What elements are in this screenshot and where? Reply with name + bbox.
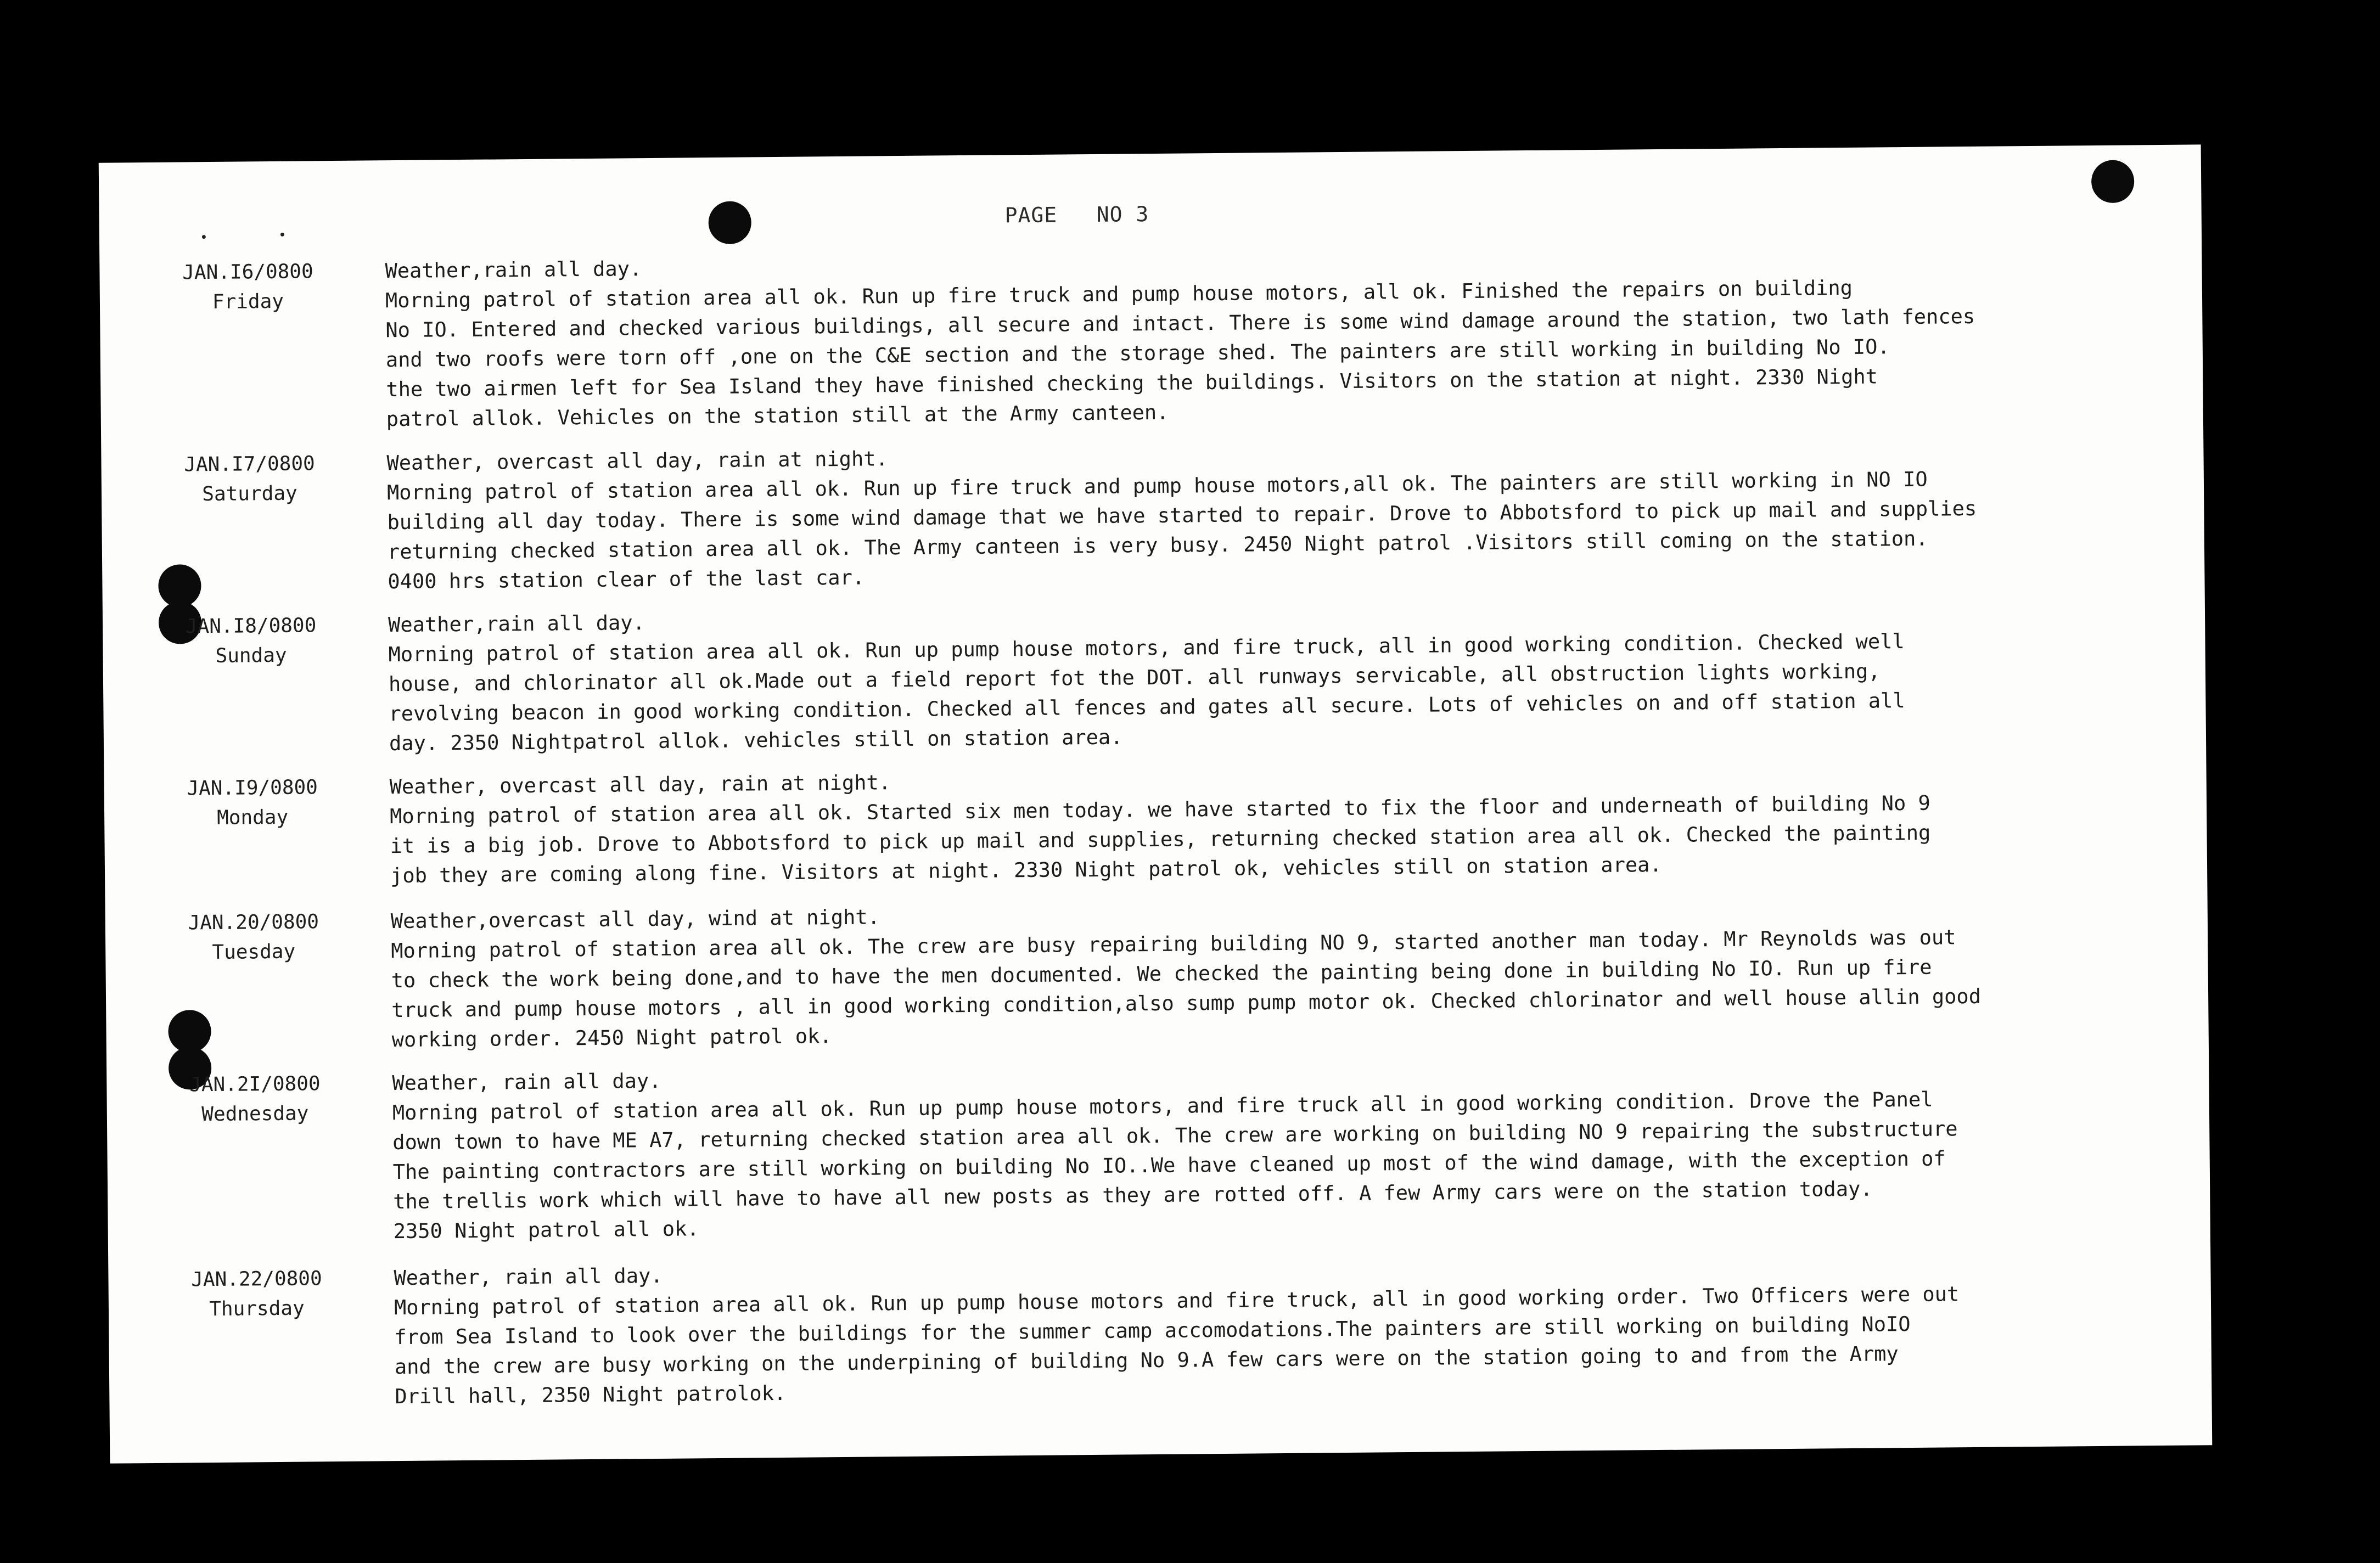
entry-date-block bbox=[156, 1069, 354, 1130]
entry-date: JAN.I9/0800 bbox=[187, 776, 318, 800]
entry-line: revolving beacon in good working condition. Checked all fences and gates all secure. Lots of vehicles on and off station all bbox=[389, 689, 1905, 726]
entry-line: Weather,rain all day. bbox=[385, 257, 642, 283]
entry-line: truck and pump house motors , all in good working condition,also sump pump motor ok. Checked chlorinator and well house allin good bbox=[391, 984, 1982, 1022]
entry-date: JAN.22/0800 bbox=[191, 1267, 322, 1291]
entry-line: Weather, overcast all day, rain at night. bbox=[386, 447, 888, 475]
entry-day: Tuesday bbox=[212, 940, 296, 964]
entry-line: from Sea Island to look over the buildings for the summer camp accomodations.The painters are still working on building NoIO bbox=[394, 1312, 1911, 1350]
entry-line: house, and chlorinator all ok.Made out a field report fot the DOT. all runways servicable, all obstruction lights working, bbox=[388, 659, 1881, 696]
entry-date: JAN.2I/0800 bbox=[189, 1072, 321, 1097]
entry-text bbox=[394, 1247, 2201, 1412]
entry-date-block bbox=[149, 257, 347, 318]
entry-line: The painting contractors are still working on building No IO..We have cleaned up most of the wind damage, with the exception of bbox=[392, 1146, 1946, 1184]
punch-hole-top-right bbox=[2091, 160, 2135, 203]
entry-line: Morning patrol of station area all ok. Run up pump house motors, and fire truck all in good working condition. Drove the Panel bbox=[392, 1087, 1933, 1125]
entry-line: building all day today. There is some wind damage that we have started to repair. Drove to Abbotsford to pick up mail and supplies bbox=[387, 496, 1977, 535]
entry-text bbox=[392, 1053, 2199, 1246]
entry-line: and two roofs were torn off ,one on the C&E section and the storage shed. The painters are still working in building No IO. bbox=[385, 335, 1890, 372]
entry-date: JAN.I6/0800 bbox=[182, 260, 313, 284]
entry-date: JAN.I8/0800 bbox=[185, 614, 317, 638]
entry-day: Thursday bbox=[209, 1297, 305, 1321]
entry-line: job they are coming along fine. Visitors at night. 2330 Night patrol ok, vehicles still on station area. bbox=[390, 852, 1662, 888]
entry-date: JAN.I7/0800 bbox=[184, 452, 315, 476]
entry-line: patrol allok. Vehicles on the station still at the Army canteen. bbox=[386, 400, 1169, 431]
entry-line: Weather,rain all day. bbox=[388, 611, 645, 637]
entry-line: and the crew are busy working on the underpining of building No 9.A few cars were on the station going to and from the Army bbox=[394, 1342, 1899, 1379]
log-entry-jan22 bbox=[108, 1247, 2210, 1409]
entry-day: Wednesday bbox=[201, 1102, 309, 1126]
entry-line: Morning patrol of station area all ok. Run up fire truck and pump house motors, all ok. Finished the repairs on building bbox=[385, 276, 1853, 313]
entry-line: Weather,overcast all day, wind at night. bbox=[390, 905, 880, 934]
entry-line: Weather, rain all day. bbox=[392, 1069, 661, 1095]
entry-line: Weather, overcast all day, rain at night. bbox=[389, 771, 891, 799]
entry-date-block bbox=[150, 449, 349, 510]
entry-text bbox=[388, 594, 2195, 758]
entry-date-block bbox=[158, 1264, 356, 1325]
entry-line: the two airmen left for Sea Island they have finished checking the buildings. Visitors on the station at night. 2330 Night bbox=[386, 364, 1878, 402]
document-page bbox=[99, 144, 2213, 1463]
entry-line: Morning patrol of station area all ok. The crew are busy repairing building NO 9, started another man today. Mr Reynolds was out bbox=[391, 925, 1956, 963]
entry-line: Morning patrol of station area all ok. Run up pump house motors, and fire truck, all in good working condition. Checked well bbox=[388, 629, 1905, 667]
entry-line: it is a big job. Drove to Abbotsford to pick up mail and supplies, returning checked station area all ok. Checked the painting bbox=[390, 820, 1931, 858]
entry-line: Morning patrol of station area all ok. Run up pump house motors and fire truck, all in good working order. Two Officers were out bbox=[394, 1282, 1960, 1320]
log-entry-jan16 bbox=[99, 240, 2202, 431]
entry-line: Morning patrol of station area all ok. Run up fire truck and pump house motors,all ok. The painters are still working in NO IO bbox=[386, 467, 1928, 505]
entry-date-block bbox=[152, 611, 350, 672]
page-number-header: PAGE NO 3 bbox=[1004, 202, 1149, 228]
log-entry-jan19 bbox=[104, 756, 2206, 888]
speck-mark bbox=[202, 235, 206, 239]
entry-line: day. 2350 Nightpatrol allok. vehicles still on station area. bbox=[389, 725, 1123, 756]
entry-line: to check the work being done,and to have the men documented. We checked the painting being done in building No IO. Run up fire bbox=[391, 955, 1932, 993]
entry-day: Monday bbox=[216, 806, 289, 829]
entry-day: Friday bbox=[212, 290, 284, 313]
entry-day: Saturday bbox=[202, 482, 298, 506]
entry-line: down town to have ME A7, returning checked station area all ok. The crew are working on building NO 9 repairing the substructure bbox=[392, 1117, 1958, 1155]
entry-text bbox=[385, 241, 2192, 435]
entry-text bbox=[389, 756, 2196, 891]
log-entry-jan21 bbox=[106, 1053, 2209, 1244]
speck-mark bbox=[280, 233, 284, 237]
entry-line: 0400 hrs station clear of the last car. bbox=[388, 565, 865, 594]
entry-line: 2350 Night patrol all ok. bbox=[393, 1217, 699, 1244]
log-entry-jan17 bbox=[101, 432, 2203, 594]
log-entry-jan20 bbox=[105, 891, 2208, 1052]
entry-day: Sunday bbox=[215, 644, 287, 667]
punch-hole-top-center bbox=[708, 201, 751, 244]
log-entry-jan18 bbox=[103, 594, 2205, 756]
entry-line: Morning patrol of station area all ok. Started six men today. we have started to fix the floor and underneath of building No 9 bbox=[389, 791, 1930, 829]
entry-line: working order. 2450 Night patrol ok. bbox=[391, 1024, 832, 1052]
entry-line: returning checked station area all ok. The Army canteen is very busy. 2450 Night patrol .Visitors still coming on the station. bbox=[387, 526, 1928, 564]
entry-line: Weather, rain all day. bbox=[394, 1263, 663, 1290]
entry-text bbox=[386, 432, 2193, 597]
entry-line: the trellis work which will have to have all new posts as they are rotted off. A few Army cars were on the station today. bbox=[393, 1177, 1873, 1214]
entry-date-block bbox=[153, 773, 351, 834]
entry-line: Drill hall, 2350 Night patrolok. bbox=[395, 1381, 787, 1409]
entry-date: JAN.20/0800 bbox=[188, 910, 319, 935]
entry-text bbox=[391, 891, 2198, 1055]
entry-line: No IO. Entered and checked various buildings, all secure and intact. There is some wind damage around the station, two lath fences bbox=[385, 304, 1975, 342]
entry-date-block bbox=[155, 907, 353, 968]
